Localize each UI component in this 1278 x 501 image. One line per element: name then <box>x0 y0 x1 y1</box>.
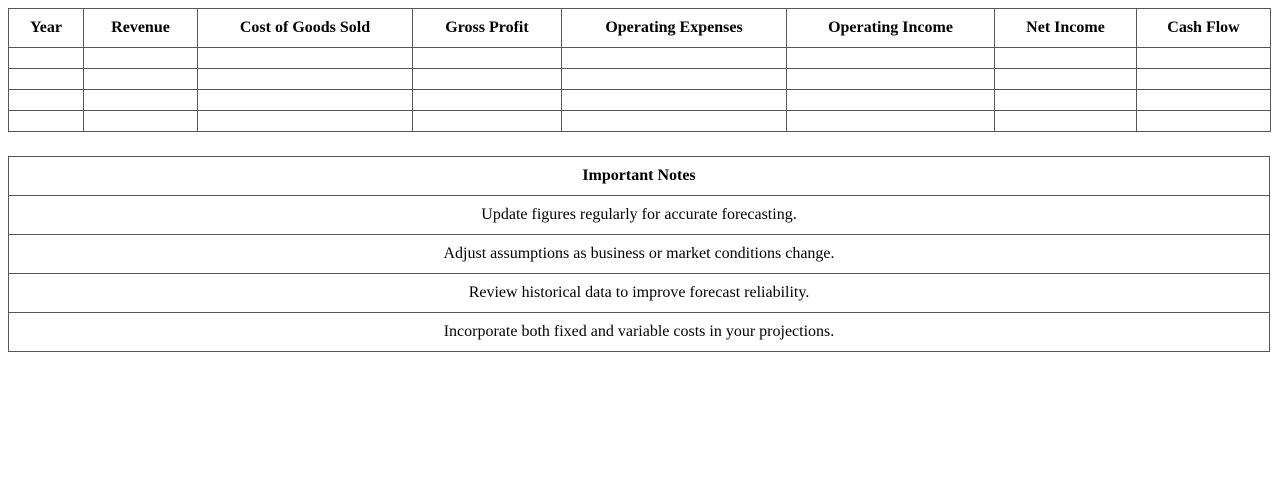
table-cell <box>1137 111 1271 132</box>
table-cell <box>198 69 413 90</box>
table-cell <box>562 90 787 111</box>
header-gross-profit: Gross Profit <box>413 9 562 48</box>
note-item: Update figures regularly for accurate forecasting. <box>9 196 1270 235</box>
note-item: Adjust assumptions as business or market conditions change. <box>9 235 1270 274</box>
table-cell <box>562 111 787 132</box>
table-cell <box>562 48 787 69</box>
notes-table <box>8 156 1270 352</box>
table-cell <box>198 48 413 69</box>
note-row <box>9 235 1270 274</box>
table-header-row <box>9 9 1271 48</box>
header-operating-income: Operating Income <box>787 9 995 48</box>
table-cell <box>413 111 562 132</box>
table-cell <box>787 90 995 111</box>
table-cell <box>787 48 995 69</box>
header-net-income: Net Income <box>995 9 1137 48</box>
note-row <box>9 274 1270 313</box>
table-cell <box>1137 69 1271 90</box>
table-row <box>9 69 1271 90</box>
table-cell <box>84 48 198 69</box>
table-row <box>9 48 1271 69</box>
note-item: Review historical data to improve forecast reliability. <box>9 274 1270 313</box>
table-cell <box>9 90 84 111</box>
table-cell <box>787 69 995 90</box>
note-item: Incorporate both fixed and variable costs in your projections. <box>9 313 1270 352</box>
table-cell <box>995 69 1137 90</box>
table-cell <box>84 90 198 111</box>
table-cell <box>995 90 1137 111</box>
forecast-table <box>8 8 1271 132</box>
table-cell <box>562 69 787 90</box>
table-cell <box>787 111 995 132</box>
table-cell <box>995 111 1137 132</box>
table-row <box>9 90 1271 111</box>
header-year: Year <box>9 9 84 48</box>
table-cell <box>413 90 562 111</box>
header-cash-flow: Cash Flow <box>1137 9 1271 48</box>
table-cell <box>9 111 84 132</box>
table-cell <box>198 90 413 111</box>
table-cell <box>84 111 198 132</box>
note-row <box>9 196 1270 235</box>
header-operating-expenses: Operating Expenses <box>562 9 787 48</box>
header-revenue: Revenue <box>84 9 198 48</box>
notes-header-row <box>9 157 1270 196</box>
table-cell <box>9 48 84 69</box>
table-cell <box>9 69 84 90</box>
table-cell <box>413 48 562 69</box>
table-row <box>9 111 1271 132</box>
table-cell <box>84 69 198 90</box>
table-cell <box>1137 48 1271 69</box>
note-row <box>9 313 1270 352</box>
table-cell <box>198 111 413 132</box>
notes-title: Important Notes <box>9 157 1270 196</box>
table-cell <box>995 48 1137 69</box>
table-cell <box>1137 90 1271 111</box>
table-cell <box>413 69 562 90</box>
header-cogs: Cost of Goods Sold <box>198 9 413 48</box>
